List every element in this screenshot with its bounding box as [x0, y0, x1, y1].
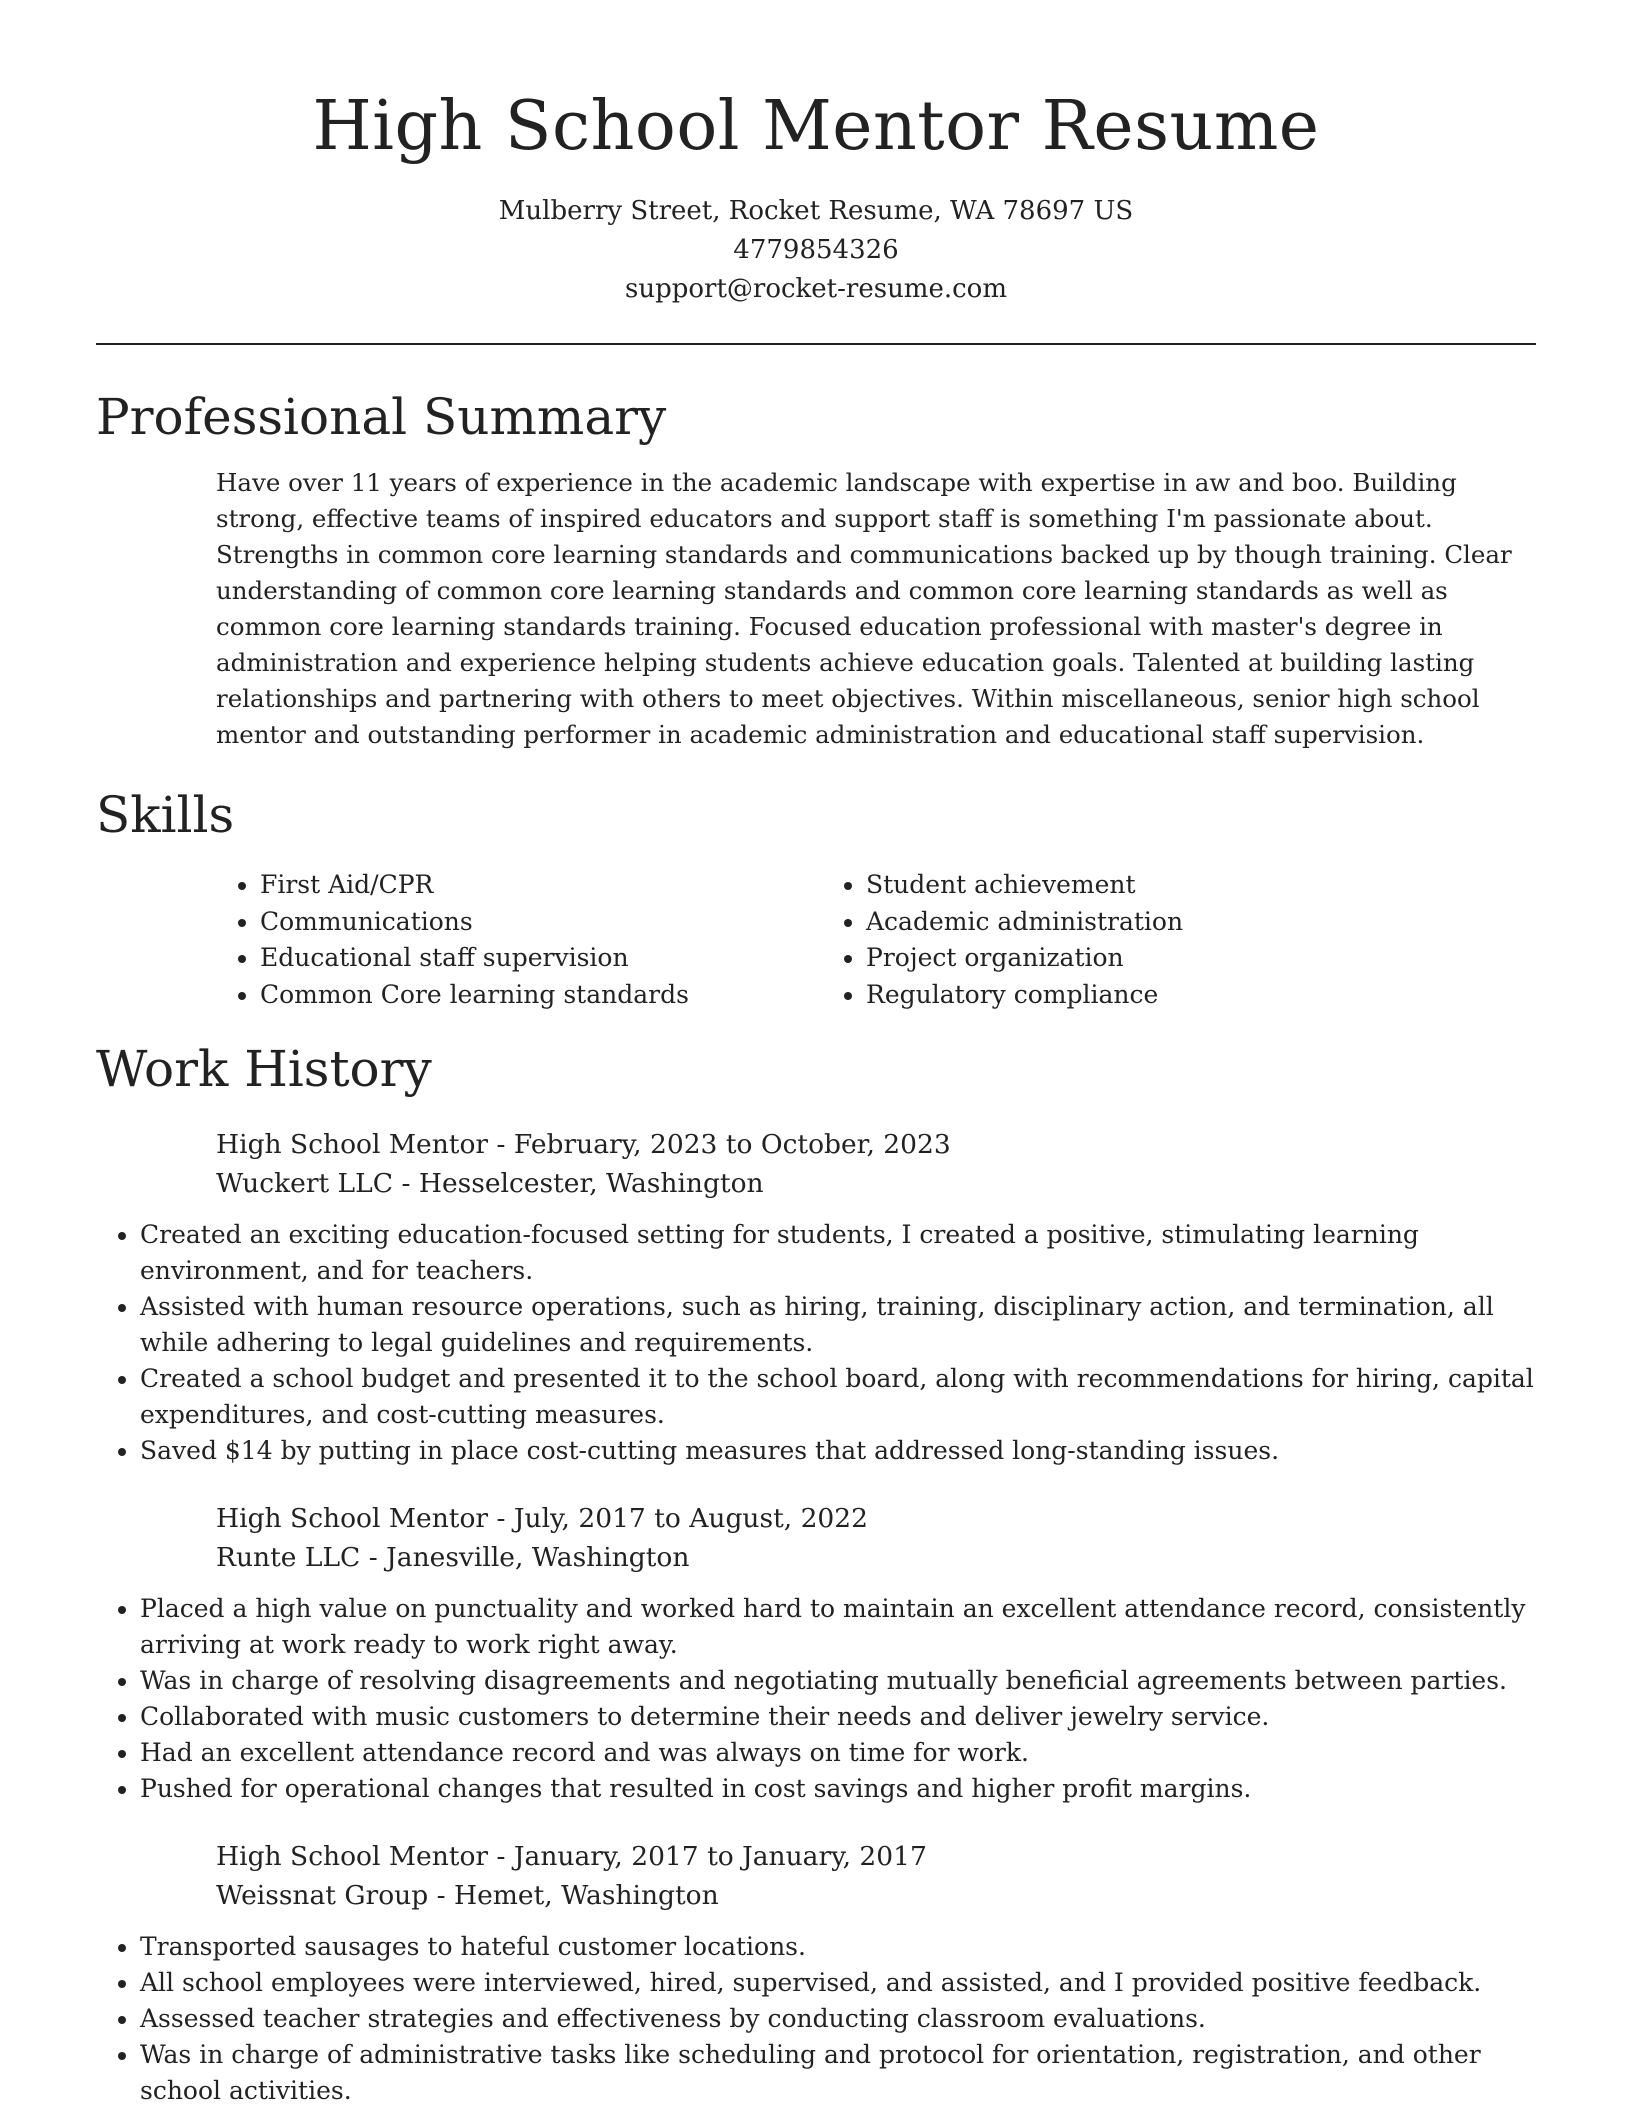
- skill-item: • Educational staff supervision: [260, 940, 822, 977]
- job-entry: [216, 1499, 1536, 1577]
- skill-item: • Student achievement: [866, 867, 1428, 904]
- email: support@rocket-resume.com: [624, 274, 1007, 304]
- job-entry: [216, 1125, 1536, 1203]
- work-history-heading: Work History: [96, 1040, 432, 1098]
- summary-heading: Professional Summary: [96, 388, 667, 446]
- job-location: Hemet, Washington: [454, 1880, 719, 1911]
- skills-heading: Skills: [96, 786, 235, 844]
- job-dates: July, 2017 to August, 2022: [513, 1503, 869, 1534]
- job-company: Runte LLC: [216, 1542, 361, 1573]
- skill-item: • Common Core learning standards: [260, 977, 822, 1014]
- job-bullet: • Was in charge of administrative tasks like scheduling and protocol for orientation, registration, and other school activities.: [140, 2037, 1536, 2109]
- job-bullet: • All school employees were interviewed, hired, supervised, and assisted, and I provided positive feedback.: [140, 1965, 1536, 2001]
- job-bullet: • Placed a high value on punctuality and worked hard to maintain an excellent attendance record, consistently arriving at work ready to work right away.: [140, 1591, 1536, 1663]
- job-bullet: • Transported sausages to hateful customer locations.: [140, 1929, 1536, 1965]
- job-position: High School Mentor: [216, 1503, 489, 1534]
- job-bullet: • Pushed for operational changes that resulted in cost savings and higher profit margins.: [140, 1771, 1536, 1807]
- job-bullets: [96, 1929, 1536, 2109]
- job-title-line: High School Mentor - January, 2017 to January, 2017: [216, 1841, 927, 1872]
- job-location: Janesville, Washington: [386, 1542, 690, 1573]
- job-dates: January, 2017 to January, 2017: [513, 1841, 927, 1872]
- job-bullet: • Assisted with human resource operations, such as hiring, training, disciplinary action, and termination, all while adhering to legal guidelines and requirements.: [140, 1289, 1536, 1361]
- job-entry: [216, 1837, 1536, 1915]
- job-bullet: • Had an excellent attendance record and was always on time for work.: [140, 1735, 1536, 1771]
- job-bullet: • Collaborated with music customers to determine their needs and deliver jewelry service.: [140, 1699, 1536, 1735]
- job-position: High School Mentor: [216, 1129, 489, 1160]
- job-company: Wuckert LLC: [216, 1168, 394, 1199]
- job-position: High School Mentor: [216, 1841, 489, 1872]
- skills-grid: [216, 867, 1536, 1013]
- skill-item: • Regulatory compliance: [866, 977, 1428, 1014]
- resume-title: High School Mentor Resume: [312, 87, 1320, 166]
- resume-page: [96, 0, 1536, 2109]
- header-divider: [96, 343, 1536, 345]
- address: Mulberry Street, Rocket Resume, WA 78697 US: [498, 196, 1134, 226]
- contact-info: [96, 192, 1536, 309]
- job-company-line: Runte LLC - Janesville, Washington: [216, 1542, 690, 1573]
- summary-text: Have over 11 years of experience in the academic landscape with expertise in aw and boo. Building strong, effective teams of inspired educators and support staff is something I'm passionate about. Strengths in common core learning standards and communications backed up by though training. Clear understanding of common core learning standards and common core learning standards as well as common core learning standards training. Focused education professional with master's degree in administration and experience helping students achieve education goals. Talented at building lasting relationships and partnering with others to meet objectives. Within miscellaneous, senior high school mentor and outstanding performer in academic administration and educational staff supervision.: [216, 468, 1512, 749]
- job-bullet: • Saved $14 by putting in place cost-cutting measures that addressed long-standing issues.: [140, 1433, 1536, 1469]
- job-bullets: [96, 1591, 1536, 1807]
- skill-item: • Communications: [260, 904, 822, 941]
- skill-item: • Project organization: [866, 940, 1428, 977]
- job-company-line: Wuckert LLC - Hesselcester, Washington: [216, 1168, 764, 1199]
- job-bullet: • Was in charge of resolving disagreements and negotiating mutually beneficial agreements between parties.: [140, 1663, 1536, 1699]
- job-title-line: High School Mentor - July, 2017 to August, 2022: [216, 1503, 869, 1534]
- skills-column-right: [822, 867, 1428, 1013]
- job-dates: February, 2023 to October, 2023: [513, 1129, 951, 1160]
- skills-column-left: [216, 867, 822, 1013]
- job-bullet: • Created a school budget and presented it to the school board, along with recommendations for hiring, capital expenditures, and cost-cutting measures.: [140, 1361, 1536, 1433]
- skill-item: • First Aid/CPR: [260, 867, 822, 904]
- phone: 4779854326: [733, 235, 899, 265]
- job-company-line: Weissnat Group - Hemet, Washington: [216, 1880, 719, 1911]
- job-location: Hesselcester, Washington: [418, 1168, 764, 1199]
- job-company: Weissnat Group: [216, 1880, 429, 1911]
- job-bullet: • Assessed teacher strategies and effectiveness by conducting classroom evaluations.: [140, 2001, 1536, 2037]
- skill-item: • Academic administration: [866, 904, 1428, 941]
- job-title-line: High School Mentor - February, 2023 to October, 2023: [216, 1129, 951, 1160]
- job-bullet: • Created an exciting education-focused setting for students, I created a positive, stimulating learning environment, and for teachers.: [140, 1217, 1536, 1289]
- job-bullets: [96, 1217, 1536, 1469]
